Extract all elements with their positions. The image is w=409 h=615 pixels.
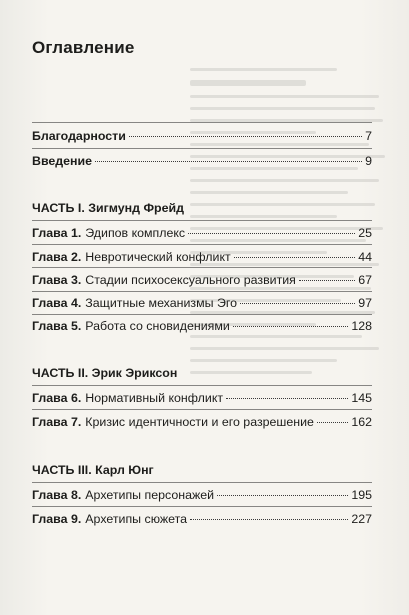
toc-entry-chapter-2[interactable] [32, 249, 372, 265]
dot-leader [233, 326, 349, 327]
toc-heading: Оглавление [32, 38, 135, 57]
chapter-title: Эдипов комплекс [85, 226, 186, 240]
dot-leader [95, 161, 362, 162]
dot-leader [234, 257, 356, 258]
divider [32, 267, 372, 268]
dot-leader [129, 136, 362, 137]
divider [32, 244, 372, 245]
toc-entry-introduction[interactable] [32, 153, 372, 169]
chapter-number: Глава 9. [32, 512, 82, 526]
chapter-title: Нормативный конфликт [85, 391, 224, 405]
chapter-title: Стадии психосексуального развития [85, 273, 296, 287]
chapter-number: Глава 7. [32, 415, 82, 429]
divider [32, 314, 372, 315]
dot-leader [217, 495, 348, 496]
page-number: 7 [365, 129, 372, 143]
page-number: 9 [365, 154, 372, 168]
toc-entry-chapter-4[interactable] [32, 295, 372, 311]
toc-entry-chapter-7[interactable] [32, 414, 372, 430]
chapter-number: Глава 1. [32, 226, 82, 240]
toc-entry-chapter-9[interactable] [32, 511, 372, 527]
toc-entry-chapter-5[interactable] [32, 318, 372, 334]
page-number: 25 [358, 226, 372, 240]
dot-leader [190, 519, 348, 520]
page-number: 145 [351, 391, 372, 405]
divider [32, 506, 372, 507]
chapter-title: Архетипы сюжета [85, 512, 188, 526]
page-number: 195 [351, 488, 372, 502]
page-number: 227 [351, 512, 372, 526]
dot-leader [226, 398, 348, 399]
dot-leader [299, 280, 355, 281]
toc-entry-chapter-8[interactable] [32, 487, 372, 503]
divider [32, 409, 372, 410]
dot-leader [317, 422, 348, 423]
chapter-number: Глава 3. [32, 273, 82, 287]
divider [32, 148, 372, 149]
divider [32, 122, 372, 123]
page-number: 67 [358, 273, 372, 287]
page-number: 44 [358, 250, 372, 264]
dot-leader [188, 233, 355, 234]
chapter-title: Кризис идентичности и его разрешение [85, 415, 314, 429]
page-number: 162 [351, 415, 372, 429]
chapter-number: Глава 8. [32, 488, 82, 502]
part-heading: ЧАСТЬ III. Карл Юнг [32, 463, 154, 477]
chapter-title: Невротический конфликт [85, 250, 231, 264]
chapter-title: Архетипы персонажей [85, 488, 215, 502]
entry-title: Благодарности [32, 129, 126, 143]
chapter-number: Глава 5. [32, 319, 82, 333]
toc-entry-acknowledgements[interactable] [32, 128, 372, 144]
dot-leader [240, 303, 355, 304]
chapter-number: Глава 2. [32, 250, 82, 264]
page-number: 97 [358, 296, 372, 310]
chapter-number: Глава 4. [32, 296, 82, 310]
chapter-title: Работа со сновидениями [85, 319, 230, 333]
entry-title: Введение [32, 154, 93, 168]
part-heading: ЧАСТЬ II. Эрик Эриксон [32, 366, 178, 380]
divider [32, 385, 372, 386]
chapter-title: Защитные механизмы Эго [85, 296, 237, 310]
toc-entry-chapter-6[interactable] [32, 390, 372, 406]
chapter-number: Глава 6. [32, 391, 82, 405]
divider [32, 291, 372, 292]
divider [32, 220, 372, 221]
divider [32, 482, 372, 483]
page-number: 128 [351, 319, 372, 333]
toc-entry-chapter-1[interactable] [32, 225, 372, 241]
part-heading: ЧАСТЬ I. Зигмунд Фрейд [32, 201, 184, 215]
toc-entry-chapter-3[interactable] [32, 272, 372, 288]
